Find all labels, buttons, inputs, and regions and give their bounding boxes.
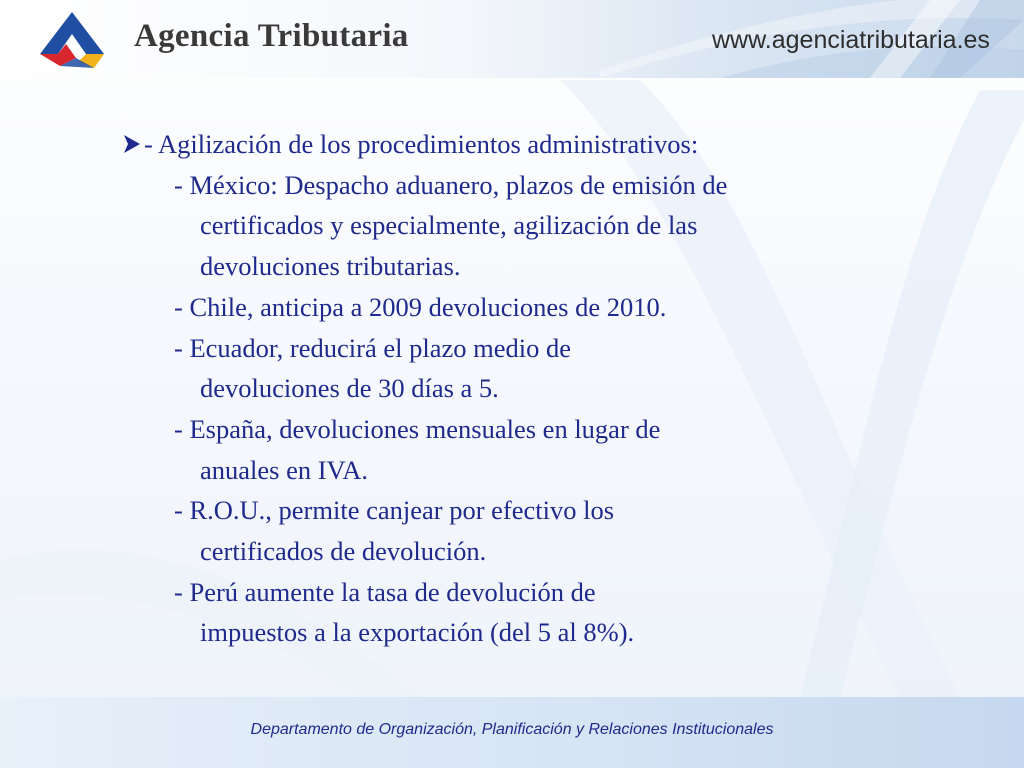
footer-bar — [0, 697, 1024, 768]
list-item — [174, 409, 982, 490]
list-item-continuation: certificados de devolución. — [200, 536, 487, 567]
list-item — [174, 490, 982, 571]
list-item-continuation: impuestos a la exportación (del 5 al 8%). — [200, 617, 635, 648]
list-item-text: - España, devoluciones mensuales en lugar de — [174, 413, 661, 444]
list-item-continuation: certificados y especialmente, agilización de las — [200, 210, 698, 241]
footer-department-text: Departamento de Organización, Planificación y Relaciones Institucionales — [250, 721, 774, 738]
header-bar — [0, 0, 1024, 78]
arrow-bullet-icon — [122, 133, 142, 155]
list-item-continuation: anuales en IVA. — [200, 454, 369, 485]
slide-content — [122, 124, 982, 653]
list-item-text: - Perú aumente la tasa de devolución de — [174, 576, 596, 607]
slide-heading — [122, 124, 982, 165]
list-item-text: - Chile, anticipa a 2009 devoluciones de 2010. — [174, 291, 667, 322]
list-item-continuation: devoluciones de 30 días a 5. — [200, 373, 499, 404]
agencia-tributaria-logo-icon — [36, 8, 108, 72]
list-item — [174, 328, 982, 409]
list-item-text: - Ecuador, reducirá el plazo medio de — [174, 332, 571, 363]
list-item-text: - México: Despacho aduanero, plazos de emisión de — [174, 169, 728, 200]
agency-url-link[interactable]: www.agenciatributaria.es — [712, 26, 990, 54]
list-item — [174, 572, 982, 653]
heading-text: - Agilización de los procedimientos administrativos: — [144, 129, 699, 159]
list-item-text: - R.O.U., permite canjear por efectivo los — [174, 495, 615, 526]
agency-title: Agencia Tributaria — [134, 18, 409, 54]
list-item — [174, 287, 982, 328]
list-item — [174, 165, 982, 287]
list-item-continuation: devoluciones tributarias. — [200, 251, 461, 282]
